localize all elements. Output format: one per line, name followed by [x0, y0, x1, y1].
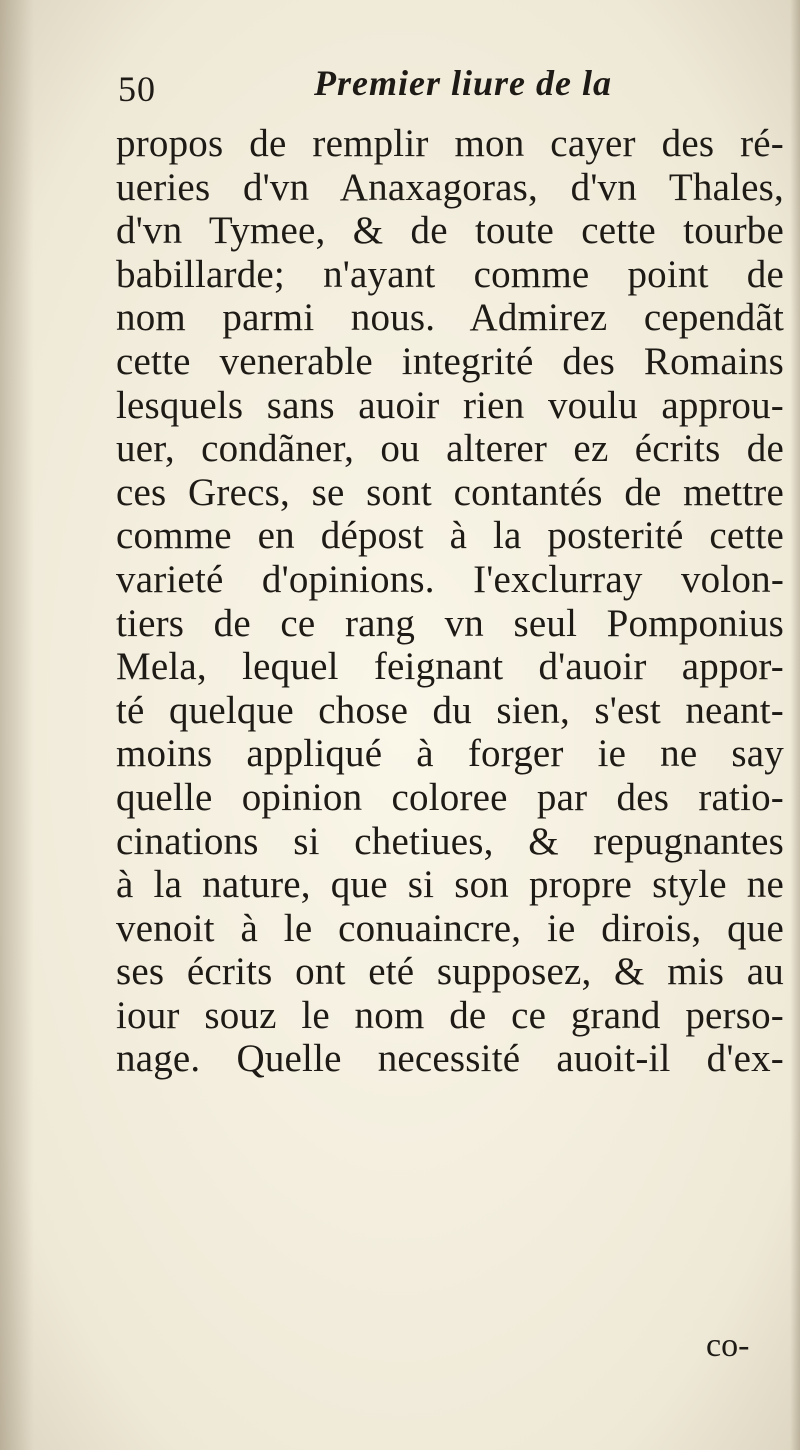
- text-line: babillarde; n'ayant comme point de: [116, 252, 784, 296]
- text-line: té quelque chose du sien, s'est neant-: [116, 688, 784, 732]
- text-line: lesquels sans auoir rien voulu approu-: [116, 383, 784, 427]
- text-line: tiers de ce rang vn seul Pomponius: [116, 601, 784, 645]
- text-line: ses écrits ont eté supposez, & mis au: [116, 950, 784, 994]
- page-header: [118, 62, 758, 112]
- text-line: ueries d'vn Anaxagoras, d'vn Thales,: [116, 165, 784, 209]
- text-line: iour souz le nom de ce grand perso-: [116, 993, 784, 1037]
- text-line: comme en dépost à la posterité cette: [116, 514, 784, 558]
- text-line: moins appliqué à forger ie ne say: [116, 732, 784, 776]
- page-number: 50: [118, 69, 156, 109]
- text-line: Mela, lequel feignant d'auoir appor-: [116, 645, 784, 689]
- text-line: propos de remplir mon cayer des ré-: [116, 122, 784, 165]
- text-line: nage. Quelle necessité auoit-il d'ex-: [116, 1037, 784, 1081]
- text-line: nom parmi nous. Admirez cependãt: [116, 296, 784, 340]
- text-line: varieté d'opinions. I'exclurray volon-: [116, 557, 784, 601]
- page-edge-shadow: [790, 0, 800, 1450]
- text-line: à la nature, que si son propre style ne: [116, 863, 784, 907]
- text-line: cette venerable integrité des Romains: [116, 339, 784, 383]
- running-title: Premier liure de la: [314, 63, 612, 103]
- body-text: [116, 122, 784, 1081]
- text-line: uer, condãner, ou alterer ez écrits de: [116, 427, 784, 471]
- gutter-shadow: [0, 0, 34, 1450]
- text-line: d'vn Tymee, & de toute cette tourbe: [116, 209, 784, 253]
- text-line: ces Grecs, se sont contantés de mettre: [116, 470, 784, 514]
- catchword: co-: [706, 1327, 750, 1364]
- text-line: quelle opinion coloree par des ratio-: [116, 775, 784, 819]
- text-line: venoit à le conuaincre, ie dirois, que: [116, 906, 784, 950]
- text-line: cinations si chetiues, & repugnantes: [116, 819, 784, 863]
